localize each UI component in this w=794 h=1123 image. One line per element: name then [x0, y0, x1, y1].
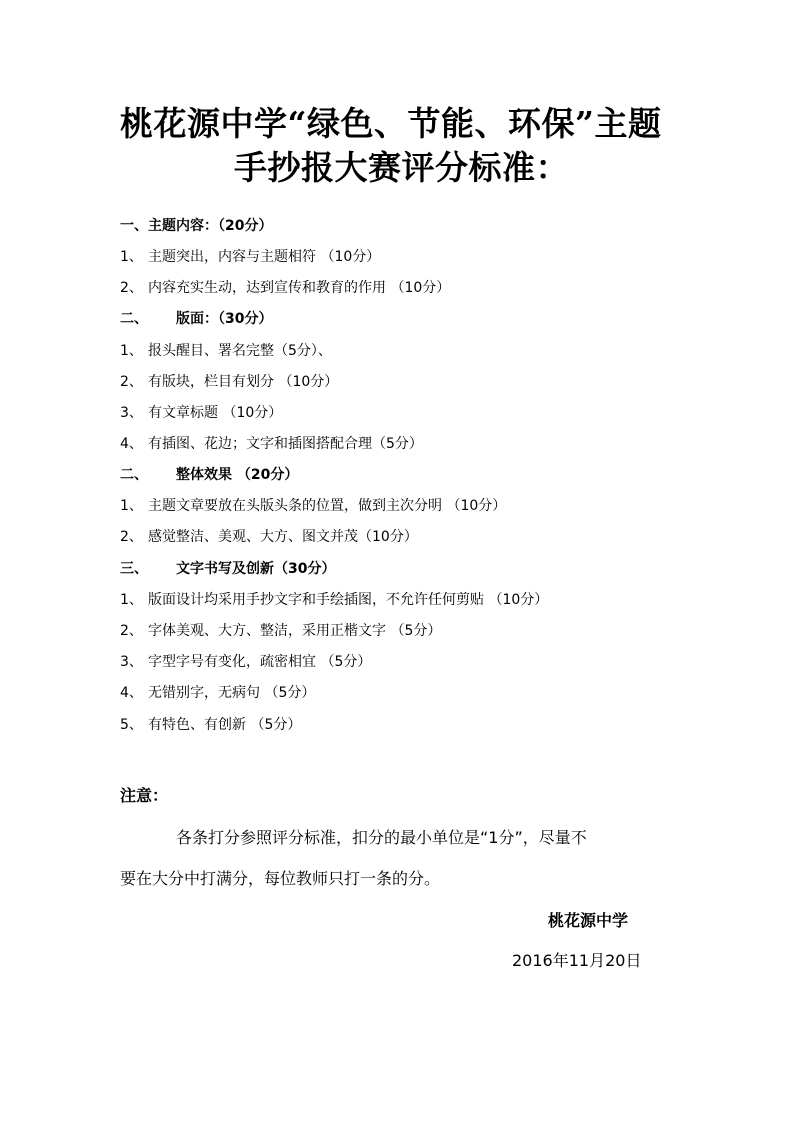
section-4-item-2: 2、 字体美观、大方、整洁，采用正楷文字 （5分） [120, 623, 442, 639]
note-text-line-1: 各条打分参照评分标准，扣分的最小单位是“1分”，尽量不 [176, 828, 587, 847]
section-4-heading: 三、 文字书写及创新（30分） [120, 561, 336, 577]
section-2-item-1: 1、 报头醒目、署名完整（5分）、 [120, 343, 332, 359]
section-1-heading: 一、主题内容：（20分） [120, 218, 273, 234]
signature-date: 2016年11月20日 [512, 951, 642, 970]
section-4-item-1: 1、 版面设计均采用手抄文字和手绘插图，不允许任何剪贴 （10分） [120, 592, 549, 608]
section-2-item-3: 3、 有文章标题 （10分） [120, 405, 283, 421]
section-2-heading: 二、 版面：（30分） [120, 311, 273, 327]
section-3-heading: 二、 整体效果 （20分） [120, 467, 299, 483]
section-2-item-2: 2、 有版块，栏目有划分 （10分） [120, 374, 339, 390]
section-1-item-1: 1、 主题突出，内容与主题相符 （10分） [120, 249, 381, 265]
section-4-item-5: 5、 有特色、有创新 （5分） [120, 717, 302, 733]
section-3-item-1: 1、 主题文章要放在头版头条的位置，做到主次分明 （10分） [120, 498, 507, 514]
document-title-line-2: 手抄报大赛评分标准： [234, 148, 569, 187]
section-1-item-2: 2、 内容充实生动，达到宣传和教育的作用 （10分） [120, 280, 451, 296]
signature-school: 桃花源中学 [548, 911, 629, 930]
section-4-item-3: 3、 字型字号有变化，疏密相宜 （5分） [120, 654, 372, 670]
section-2-item-4: 4、 有插图、花边；文字和插图搭配合理（5分） [120, 436, 423, 452]
document-title-line-1: 桃花源中学“绿色、节能、环保”主题 [120, 104, 662, 143]
section-3-item-2: 2、 感觉整洁、美观、大方、图文并茂（10分） [120, 529, 418, 545]
note-label: 注意： [120, 786, 169, 805]
note-text-line-2: 要在大分中打满分，每位教师只打一条的分。 [120, 869, 441, 888]
section-4-item-4: 4、 无错别字，无病句 （5分） [120, 685, 316, 701]
